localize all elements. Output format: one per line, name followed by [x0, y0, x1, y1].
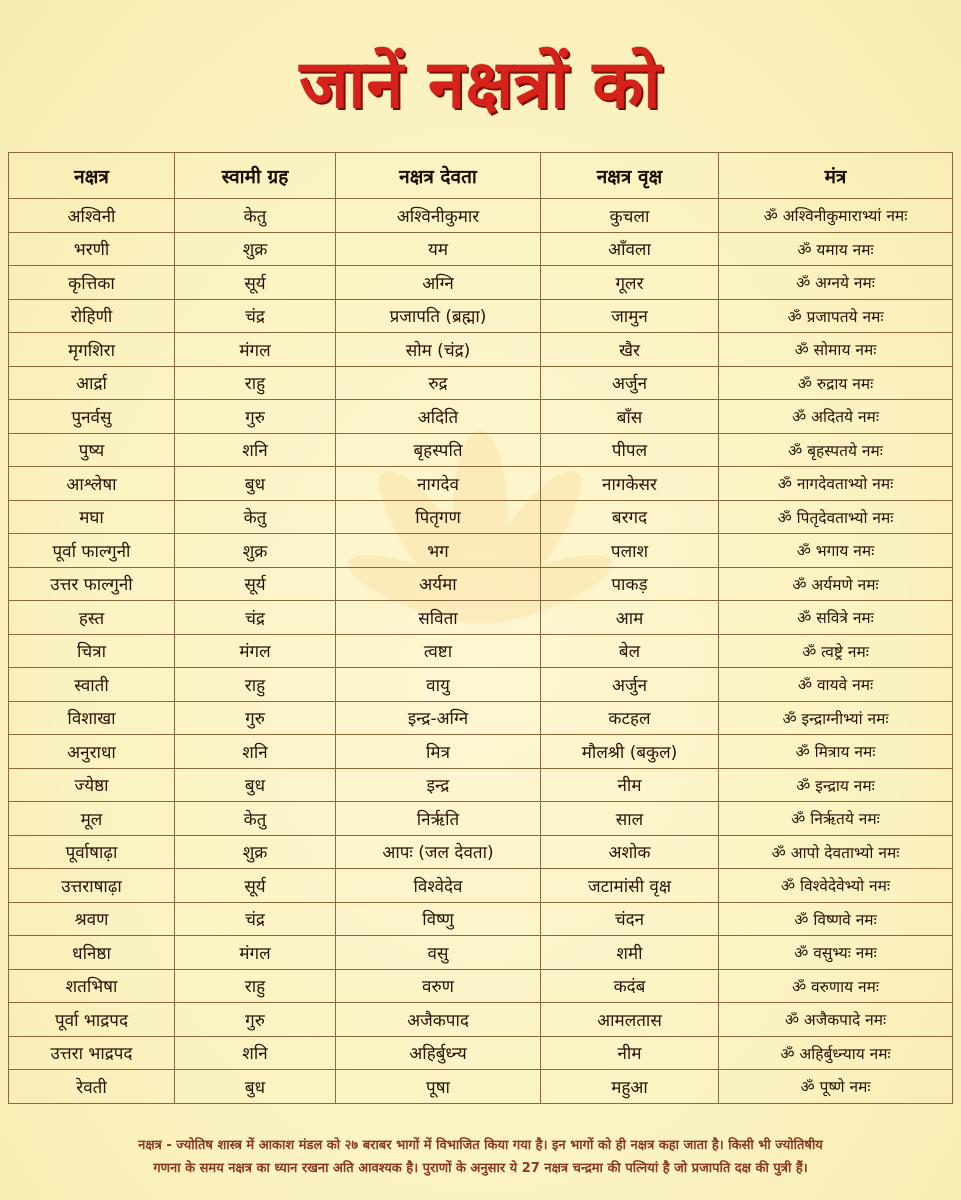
cell-nakshatra: उत्तर फाल्गुनी	[9, 567, 175, 601]
cell-swami-graha: बुध	[175, 1070, 336, 1104]
cell-devata: अहिर्बुध्न्य	[336, 1036, 541, 1070]
cell-swami-graha: केतु	[175, 802, 336, 836]
table-row	[9, 1003, 953, 1037]
cell-devata: आपः (जल देवता)	[336, 835, 541, 869]
cell-nakshatra: पूर्वा फाल्गुनी	[9, 534, 175, 568]
cell-mantra: ॐ भगाय नमः	[719, 534, 953, 568]
table-row	[9, 467, 953, 501]
cell-mantra: ॐ सोमाय नमः	[719, 333, 953, 367]
column-header-nakshatra: नक्षत्र	[9, 153, 175, 199]
cell-vriksha: नीम	[541, 1036, 719, 1070]
cell-vriksha: अशोक	[541, 835, 719, 869]
cell-vriksha: आम	[541, 601, 719, 635]
cell-swami-graha: गुरु	[175, 701, 336, 735]
cell-swami-graha: केतु	[175, 199, 336, 233]
table-body	[9, 199, 953, 1104]
table-row	[9, 400, 953, 434]
cell-swami-graha: शनि	[175, 1036, 336, 1070]
table-row	[9, 701, 953, 735]
cell-devata: प्रजापति (ब्रह्मा)	[336, 299, 541, 333]
table-row	[9, 232, 953, 266]
cell-mantra: ॐ अदितये नमः	[719, 400, 953, 434]
table-row	[9, 433, 953, 467]
cell-devata: नागदेव	[336, 467, 541, 501]
cell-nakshatra: अनुराधा	[9, 735, 175, 769]
table-row	[9, 1036, 953, 1070]
cell-mantra: ॐ नागदेवताभ्यो नमः	[719, 467, 953, 501]
cell-vriksha: आमलतास	[541, 1003, 719, 1037]
cell-vriksha: पाकड़	[541, 567, 719, 601]
cell-swami-graha: सूर्य	[175, 266, 336, 300]
cell-vriksha: नागकेसर	[541, 467, 719, 501]
cell-vriksha: पीपल	[541, 433, 719, 467]
table-row	[9, 299, 953, 333]
cell-nakshatra: हस्त	[9, 601, 175, 635]
cell-devata: त्वष्टा	[336, 634, 541, 668]
table-row	[9, 534, 953, 568]
cell-nakshatra: चित्रा	[9, 634, 175, 668]
cell-devata: बृहस्पति	[336, 433, 541, 467]
cell-mantra: ॐ आपो देवताभ्यो नमः	[719, 835, 953, 869]
nakshatra-table	[8, 152, 953, 1104]
cell-swami-graha: राहु	[175, 969, 336, 1003]
cell-mantra: ॐ वसुभ्यः नमः	[719, 936, 953, 970]
cell-vriksha: बेल	[541, 634, 719, 668]
cell-swami-graha: बुध	[175, 467, 336, 501]
cell-mantra: ॐ इन्द्राग्नीभ्यां नमः	[719, 701, 953, 735]
cell-devata: रुद्र	[336, 366, 541, 400]
cell-nakshatra: विशाखा	[9, 701, 175, 735]
cell-vriksha: अर्जुन	[541, 366, 719, 400]
cell-mantra: ॐ वायवे नमः	[719, 668, 953, 702]
cell-vriksha: जटामांसी वृक्ष	[541, 869, 719, 903]
cell-vriksha: महुआ	[541, 1070, 719, 1104]
table-row	[9, 366, 953, 400]
cell-mantra: ॐ मित्राय नमः	[719, 735, 953, 769]
cell-mantra: ॐ पितृदेवताभ्यो नमः	[719, 500, 953, 534]
cell-swami-graha: शनि	[175, 433, 336, 467]
cell-devata: सविता	[336, 601, 541, 635]
cell-devata: निर्ऋति	[336, 802, 541, 836]
cell-mantra: ॐ अग्नये नमः	[719, 266, 953, 300]
cell-vriksha: चंदन	[541, 902, 719, 936]
cell-devata: इन्द्र	[336, 768, 541, 802]
cell-mantra: ॐ वरुणाय नमः	[719, 969, 953, 1003]
table-row	[9, 668, 953, 702]
column-header-devata: नक्षत्र देवता	[336, 153, 541, 199]
table-row	[9, 902, 953, 936]
cell-vriksha: जामुन	[541, 299, 719, 333]
cell-devata: मित्र	[336, 735, 541, 769]
table-row	[9, 333, 953, 367]
cell-vriksha: कटहल	[541, 701, 719, 735]
cell-nakshatra: अश्विनी	[9, 199, 175, 233]
table-row	[9, 802, 953, 836]
cell-mantra: ॐ पूष्णे नमः	[719, 1070, 953, 1104]
cell-nakshatra: रेवती	[9, 1070, 175, 1104]
cell-swami-graha: गुरु	[175, 400, 336, 434]
cell-swami-graha: सूर्य	[175, 567, 336, 601]
table-row	[9, 500, 953, 534]
cell-nakshatra: शतभिषा	[9, 969, 175, 1003]
table-row	[9, 936, 953, 970]
cell-devata: अश्विनीकुमार	[336, 199, 541, 233]
cell-vriksha: आँवला	[541, 232, 719, 266]
table-row	[9, 601, 953, 635]
cell-swami-graha: बुध	[175, 768, 336, 802]
cell-mantra: ॐ इन्द्राय नमः	[719, 768, 953, 802]
cell-mantra: ॐ प्रजापतये नमः	[719, 299, 953, 333]
cell-devata: भग	[336, 534, 541, 568]
cell-swami-graha: शनि	[175, 735, 336, 769]
cell-mantra: ॐ अर्यमणे नमः	[719, 567, 953, 601]
cell-devata: पूषा	[336, 1070, 541, 1104]
cell-devata: विश्वेदेव	[336, 869, 541, 903]
cell-nakshatra: ज्येष्ठा	[9, 768, 175, 802]
cell-swami-graha: राहु	[175, 366, 336, 400]
cell-vriksha: साल	[541, 802, 719, 836]
cell-mantra: ॐ अहिर्बुध्न्याय नमः	[719, 1036, 953, 1070]
cell-swami-graha: मंगल	[175, 936, 336, 970]
cell-mantra: ॐ यमाय नमः	[719, 232, 953, 266]
cell-devata: विष्णु	[336, 902, 541, 936]
cell-mantra: ॐ त्वष्ट्रे नमः	[719, 634, 953, 668]
cell-swami-graha: राहु	[175, 668, 336, 702]
cell-vriksha: गूलर	[541, 266, 719, 300]
cell-devata: अर्यमा	[336, 567, 541, 601]
cell-swami-graha: मंगल	[175, 333, 336, 367]
cell-mantra: ॐ बृहस्पतये नमः	[719, 433, 953, 467]
cell-devata: वायु	[336, 668, 541, 702]
cell-mantra: ॐ विश्वेदेवेभ्यो नमः	[719, 869, 953, 903]
cell-swami-graha: शुक्र	[175, 534, 336, 568]
cell-swami-graha: चंद्र	[175, 299, 336, 333]
cell-mantra: ॐ सवित्रे नमः	[719, 601, 953, 635]
cell-devata: पितृगण	[336, 500, 541, 534]
cell-vriksha: शमी	[541, 936, 719, 970]
table-row	[9, 768, 953, 802]
cell-vriksha: अर्जुन	[541, 668, 719, 702]
cell-vriksha: बाँस	[541, 400, 719, 434]
cell-nakshatra: पुष्य	[9, 433, 175, 467]
cell-nakshatra: मूल	[9, 802, 175, 836]
column-header-swami-graha: स्वामी ग्रह	[175, 153, 336, 199]
footnote-line-1: नक्षत्र - ज्योतिष शास्त्र में आकाश मंडल को २७ बराबर भागों में विभाजित किया गया है। इन भागों को ही नक्षत्र कहा जाता है। किसी भी ज्योतिषीय	[138, 1138, 823, 1153]
cell-swami-graha: गुरु	[175, 1003, 336, 1037]
cell-vriksha: कदंब	[541, 969, 719, 1003]
cell-swami-graha: चंद्र	[175, 902, 336, 936]
cell-vriksha: कुचला	[541, 199, 719, 233]
page-title: जानें नक्षत्रों को	[299, 46, 662, 123]
cell-nakshatra: मघा	[9, 500, 175, 534]
cell-vriksha: मौलश्री (बकुल)	[541, 735, 719, 769]
cell-devata: इन्द्र-अग्नि	[336, 701, 541, 735]
cell-nakshatra: पूर्वा भाद्रपद	[9, 1003, 175, 1037]
table-header-row	[9, 153, 953, 199]
cell-nakshatra: रोहिणी	[9, 299, 175, 333]
table-row	[9, 266, 953, 300]
cell-devata: अग्नि	[336, 266, 541, 300]
cell-mantra: ॐ रुद्राय नमः	[719, 366, 953, 400]
cell-nakshatra: मृगशिरा	[9, 333, 175, 367]
cell-nakshatra: श्रवण	[9, 902, 175, 936]
footnote-line-2: गणना के समय नक्षत्र का ध्यान रखना अति आवश्यक है। पुराणों के अनुसार ये 27 नक्षत्र चन्द्रमा की पत्नियां है जो प्रजापति दक्ष की पुत्री हैं।	[153, 1161, 808, 1176]
table-row	[9, 1070, 953, 1104]
cell-nakshatra: पुनर्वसु	[9, 400, 175, 434]
cell-vriksha: नीम	[541, 768, 719, 802]
cell-vriksha: बरगद	[541, 500, 719, 534]
cell-nakshatra: उत्तराषाढ़ा	[9, 869, 175, 903]
cell-swami-graha: सूर्य	[175, 869, 336, 903]
cell-nakshatra: स्वाती	[9, 668, 175, 702]
table-row	[9, 869, 953, 903]
footnote	[20, 1134, 941, 1180]
table-row	[9, 634, 953, 668]
cell-vriksha: पलाश	[541, 534, 719, 568]
cell-nakshatra: भरणी	[9, 232, 175, 266]
cell-swami-graha: शुक्र	[175, 835, 336, 869]
cell-swami-graha: चंद्र	[175, 601, 336, 635]
cell-swami-graha: शुक्र	[175, 232, 336, 266]
cell-devata: सोम (चंद्र)	[336, 333, 541, 367]
cell-swami-graha: केतु	[175, 500, 336, 534]
cell-nakshatra: धनिष्ठा	[9, 936, 175, 970]
cell-nakshatra: पूर्वाषाढ़ा	[9, 835, 175, 869]
cell-nakshatra: आर्द्रा	[9, 366, 175, 400]
cell-nakshatra: कृत्तिका	[9, 266, 175, 300]
table-row	[9, 835, 953, 869]
column-header-mantra: मंत्र	[719, 153, 953, 199]
table-row	[9, 567, 953, 601]
cell-mantra: ॐ अजैकपादे नमः	[719, 1003, 953, 1037]
table-row	[9, 199, 953, 233]
cell-nakshatra: उत्तरा भाद्रपद	[9, 1036, 175, 1070]
table-row	[9, 969, 953, 1003]
cell-devata: अदिति	[336, 400, 541, 434]
cell-devata: वरुण	[336, 969, 541, 1003]
cell-devata: अजैकपाद	[336, 1003, 541, 1037]
cell-mantra: ॐ अश्विनीकुमाराभ्यां नमः	[719, 199, 953, 233]
cell-mantra: ॐ निर्ऋतये नमः	[719, 802, 953, 836]
cell-swami-graha: मंगल	[175, 634, 336, 668]
cell-nakshatra: आश्लेषा	[9, 467, 175, 501]
cell-devata: वसु	[336, 936, 541, 970]
cell-mantra: ॐ विष्णवे नमः	[719, 902, 953, 936]
column-header-vriksha: नक्षत्र वृक्ष	[541, 153, 719, 199]
table-row	[9, 735, 953, 769]
cell-devata: यम	[336, 232, 541, 266]
cell-vriksha: खैर	[541, 333, 719, 367]
